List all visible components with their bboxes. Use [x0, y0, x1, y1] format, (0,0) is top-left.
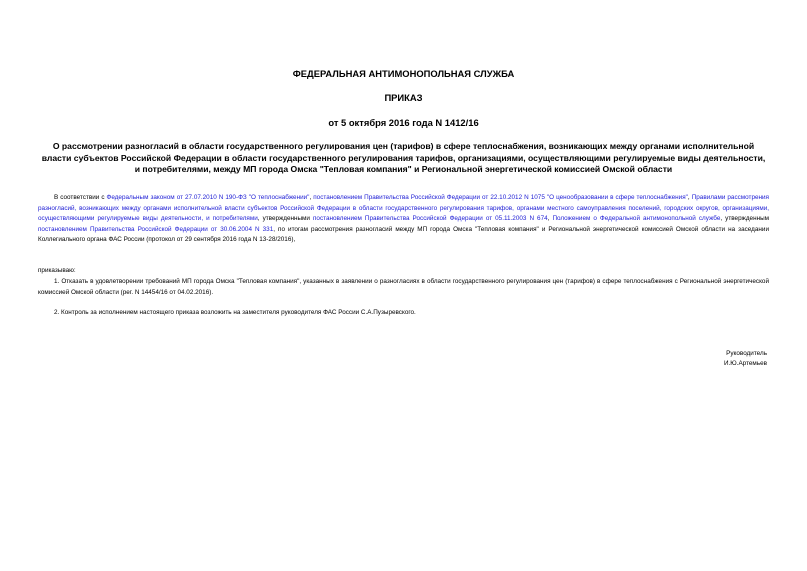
agency-heading: ФЕДЕРАЛЬНАЯ АНТИМОНОПОЛЬНАЯ СЛУЖБА [292, 68, 515, 79]
link-disagreement-rules[interactable]: Правилами рассмотрения разногласий, возникающих между органами исполнительной власти субъектов Российской Федерации в области государственного регулирования тарифов, органами местного самоуправления поселений, городских округов, организациями, осуществляющими регулируемые виды деятельности, и потребителями [38, 194, 769, 223]
preamble-text-2: , [309, 194, 314, 201]
preamble-text-6: , утвержденным [720, 215, 770, 223]
order-word: приказываю: [38, 267, 76, 274]
signature-name: И.Ю.Артемьев [723, 360, 767, 367]
link-resolution-331[interactable]: постановлением Правительства Российской Федерации от 30.06.2004 N 331 [38, 225, 274, 233]
document-title: О рассмотрении разногласий в области государственного регулирования цен (тарифов) в сфере теплоснабжения, возникающих между органами исполнительной власти субъектов Российской Федерации в области государственного регулирования тарифов, организациями, осуществляющими регулируемые виды деятельности, и потребителями, между МП города Омска "Тепловая компания" и Региональной энергетической комиссией Омской области [41, 141, 766, 174]
link-federal-law-190[interactable]: Федеральным законом от 27.07.2010 N 190-ФЗ "О теплоснабжении" [106, 194, 310, 201]
link-fas-regulation[interactable]: Положением о Федеральной антимонопольной службе [552, 215, 721, 223]
link-resolution-1075[interactable]: постановлением Правительства Российской Федерации от 22.10.2012 N 1075 "О ценообразовании в сфере теплоснабжения" [313, 194, 688, 201]
preamble-text-1: В соответствии с [54, 194, 107, 201]
preamble-text-7: , по итогам рассмотрения разногласий между МП города Омска "Тепловая компания" и Региональной энергетической комиссией Омской области на заседании Коллегиального органа ФАС России (протокол от 29 сентября 2016 года N 13-28/2016), [38, 225, 769, 244]
signature-position: Руководитель [726, 350, 767, 357]
document-type-heading: ПРИКАЗ [384, 92, 423, 103]
order-item-2: 2. Контроль за исполнением настоящего приказа возложить на заместителя руководителя ФАС России С.А.Пузыревского. [54, 309, 416, 316]
preamble-text-5: , [547, 215, 553, 223]
link-resolution-674[interactable]: постановлением Правительства Российской Федерации от 05.11.2003 N 674 [312, 215, 548, 223]
order-item-1: 1. Отказать в удовлетворении требований МП города Омска "Тепловая компания", указанных в заявлении о разногласиях в области государственного регулирования цен (тарифов) в сфере теплоснабжения с Региональной энергетической комиссией Омской области (рег. N 14454/16 от 04.02.2016). [38, 278, 769, 296]
preamble-text-3: , [687, 194, 692, 201]
preamble-paragraph [38, 193, 769, 246]
preamble-text-4: , утвержденными [257, 215, 313, 223]
date-number-heading: от 5 октября 2016 года N 1412/16 [328, 117, 479, 128]
